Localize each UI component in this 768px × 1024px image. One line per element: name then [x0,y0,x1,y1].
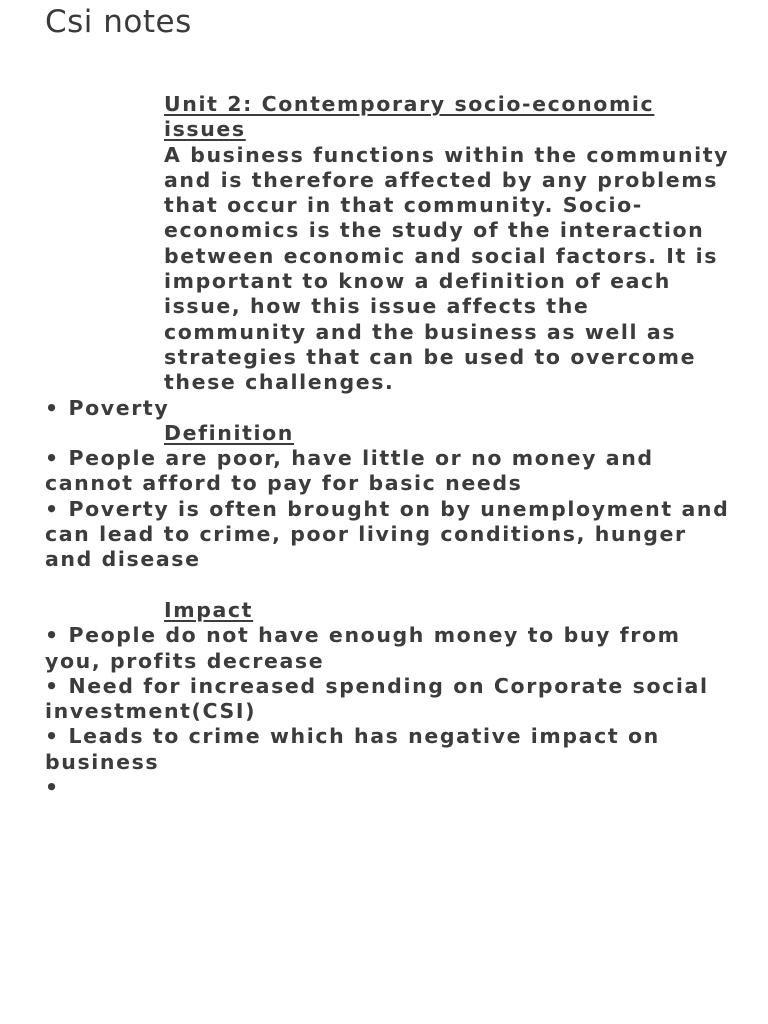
note-body[interactable] [45,92,735,800]
definition-point: • Poverty is often brought on by unemployment and can lead to crime, poor living conditions, hunger and disease [45,496,730,572]
definition-heading: Definition [164,420,294,445]
impact-heading: Impact [164,597,254,622]
impact-point: • Need for increased spending on Corporate social investment(CSI) [45,673,709,724]
unit-block [45,92,735,396]
impact-point: • People do not have enough money to buy from you, profits decrease [45,623,681,673]
impact-point: • Leads to crime which has negative impact on business [45,724,660,774]
blank-line [45,573,735,598]
unit-heading: Unit 2: Contemporary socio-economic issues [164,92,655,142]
topic-bullet: • Poverty [45,395,170,420]
definition-point: • People are poor, have little or no money and cannot afford to pay for basic needs [45,446,654,496]
unit-intro-paragraph: A business functions within the community and is therefore affected by any problems that occur in that community. Socio-economics is the study of the interaction between economic and social factors. It is important to know a definition of each issue, how this issue affects the community and the business as well as strategies that can be used to overcome these challenges. [164,142,730,395]
impact-point: • [45,775,60,800]
note-title: Csi notes [45,4,192,40]
